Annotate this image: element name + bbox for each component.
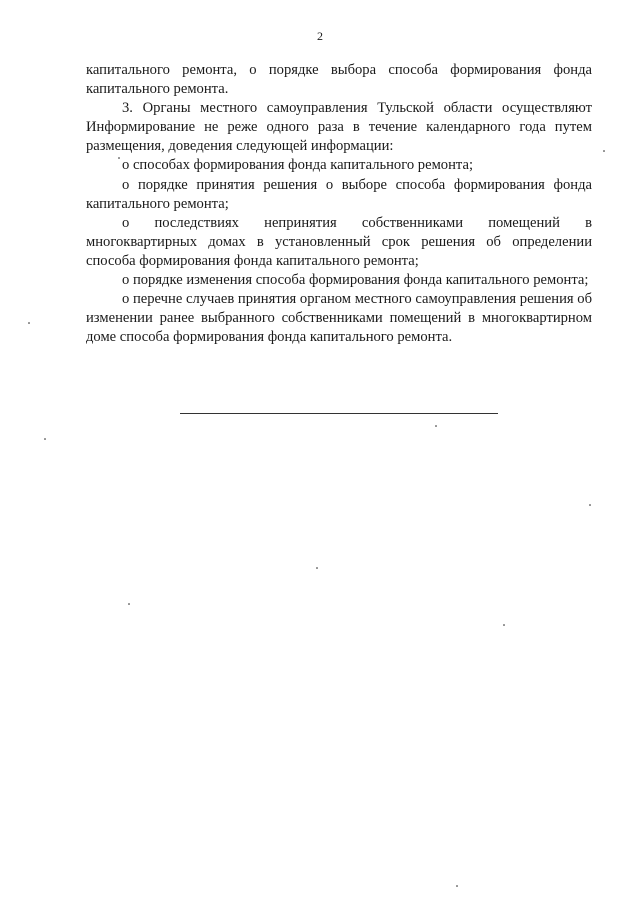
scan-speck [456,885,458,887]
document-body [86,61,592,347]
scan-speck [316,567,318,569]
scan-speck [603,150,605,152]
list-item-consequences: о последствиях непринятия собственниками помещений в многоквартирных домах в установленный срок решения об определении способа формирования фонда капитального ремонта; [86,214,592,269]
closing-rule [180,413,498,414]
scan-speck [589,504,591,506]
list-item-change-procedure: о порядке изменения способа формирования фонда капитального ремонта; [122,272,589,289]
page-number: 2 [317,29,323,43]
scan-speck [503,624,505,626]
scan-speck [435,425,437,427]
list-item-change-cases: о перечне случаев принятия органом местного самоуправления решения об изменении ранее выбранного собственниками помещений в многоквартирном доме способа формирования фонда капитального ремонта. [86,291,592,346]
list-item-decision-procedure: о порядке принятия решения о выборе способа формирования фонда капитального ремонта; [86,176,592,212]
scan-speck [28,322,30,324]
scan-speck [44,438,46,440]
paragraph-item-3: 3. Органы местного самоуправления Тульской области осуществляют Информирование не реже одного раза в течение календарного года путем размещения, доведения следующей информации: [86,100,592,155]
paragraph-continuation: капитального ремонта, о порядке выбора способа формирования фонда капитального ремонта. [86,62,592,98]
scan-speck [118,157,120,159]
list-item-formation-methods: о способах формирования фонда капитального ремонта; [122,157,474,174]
scan-speck [128,603,130,605]
